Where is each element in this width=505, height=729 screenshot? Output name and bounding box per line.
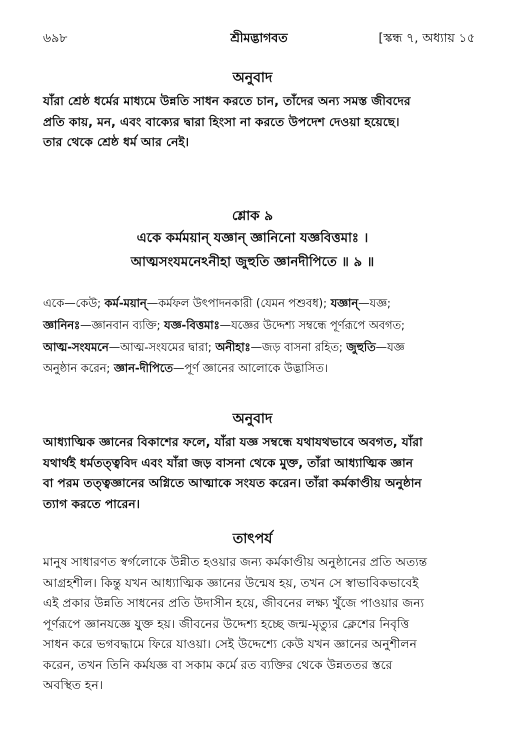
sanskrit-term: জুহুতি bbox=[346, 340, 376, 354]
text-line: আধ্যাত্মিক জ্ঞানের বিকাশের ফলে, যাঁরা যজ্ঞ সম্বন্ধে যথাযথভাবে অবগত, যাঁরা bbox=[43, 435, 423, 449]
sanskrit-term: জ্ঞান-দীপিতে bbox=[113, 361, 173, 375]
term-meaning: —যজ্ঞ bbox=[375, 340, 405, 354]
sanskrit-term: অনীহাঃ bbox=[215, 340, 251, 354]
text-line: সাধন করে ভগবদ্ধামে ফিরে যাওয়া। সেই উদ্দেশ্যে কেউ যখন জ্ঞানের অনুশীলন bbox=[43, 637, 417, 651]
purport-heading: তাৎপর্য bbox=[232, 531, 273, 547]
sanskrit-term: জ্ঞানিনঃ bbox=[43, 318, 81, 332]
page-header bbox=[43, 30, 475, 50]
synonym-line bbox=[43, 318, 483, 333]
sanskrit-term: কর্ম-ময়ান্ bbox=[104, 296, 147, 310]
text-line: বা পরম তত্ত্বজ্ঞানের অগ্নিতে আত্মাকে সংযত করেন। তাঁরা কর্মকাণ্ডীয় অনুষ্ঠান bbox=[43, 476, 422, 490]
text-line: যাঁরা শ্রেষ্ঠ ধর্মের মাধ্যমে উন্নতি সাধন করতে চান, তাঁদের অন্য সমস্ত জীবদের bbox=[43, 94, 411, 108]
text-line: প্রতি কায়, মন, এবং বাক্যের দ্বারা হিংসা না করতে উপদেশ দেওয়া হয়েছে। bbox=[43, 114, 400, 129]
term-meaning: —জ্ঞানবান ব্যক্তি; bbox=[80, 318, 165, 332]
text-line: আগ্রহশীল। কিন্তু যখন আধ্যাত্মিক জ্ঞানের উন্মেষ হয়, তখন সে স্বাভাবিকভাবেই bbox=[43, 575, 419, 590]
term-meaning: একে bbox=[43, 296, 65, 310]
term-meaning: —কেউ; bbox=[64, 296, 105, 310]
translation-paragraph bbox=[43, 432, 478, 514]
term-meaning: —আত্ম-সংযমের দ্বারা; bbox=[108, 340, 216, 354]
term-meaning: অনুষ্ঠান করেন; bbox=[43, 361, 114, 375]
text-line: করেন, তখন তিনি কর্মযজ্ঞ বা সকাম কর্মে রত ব্যক্তির থেকে উন্নততর স্তরে bbox=[43, 657, 393, 672]
text-line: যথার্থই ধর্মতত্ত্ববিদ এবং যাঁরা জড় বাসনা থেকে মুক্ত, তাঁরা আধ্যাত্মিক জ্ঞান bbox=[43, 455, 413, 470]
text-line: অবস্থিত হন। bbox=[43, 678, 103, 692]
page-number: ৬৯৮ bbox=[43, 30, 68, 45]
term-meaning: —যজ্ঞের উদ্দেশ্য সম্বন্ধে পূর্ণরূপে অবগত; bbox=[219, 318, 405, 332]
running-title: শ্রীমদ্ভাগবত bbox=[230, 30, 288, 45]
translation-heading: অনুবাদ bbox=[232, 70, 273, 86]
term-meaning: —কর্মফল উৎপাদনকারী (যেমন পশুবধ); bbox=[146, 296, 331, 310]
term-meaning: —যজ্ঞ; bbox=[358, 296, 391, 310]
text-line: মানুষ সাধারণত স্বর্গলোকে উন্নীত হওয়ার জন্য কর্মকাণ্ডীয় অনুষ্ঠানের প্রতি অত্যন্ত bbox=[43, 555, 428, 569]
verse-line: একে কর্মময়ান্ যজ্ঞান্ জ্ঞানিনো যজ্ঞবিত্তমাঃ । bbox=[136, 231, 369, 246]
verse-heading: শ্লোক ৯ bbox=[231, 208, 274, 224]
section-reference: [স্কন্ধ ৭, অধ্যায় ১৫ bbox=[378, 30, 475, 45]
synonym-line bbox=[43, 340, 483, 355]
synonym-line bbox=[43, 361, 483, 376]
text-line: ত্যাগ করতে পারেন। bbox=[43, 496, 140, 511]
text-line: তার থেকে শ্রেষ্ঠ ধর্ম আর নেই। bbox=[43, 135, 190, 149]
term-meaning: —পূর্ণ জ্ঞানের আলোকে উদ্ভাসিত। bbox=[172, 361, 328, 375]
translation-heading: অনুবাদ bbox=[232, 411, 273, 427]
sanskrit-term: যজ্ঞান্ bbox=[330, 296, 359, 310]
synonym-line bbox=[43, 296, 483, 311]
translation-paragraph bbox=[43, 91, 478, 153]
verse-line: আত্মসংযমনেঽনীহা জুহুতি জ্ঞানদীপিতে ॥ ৯ ॥ bbox=[130, 255, 375, 270]
term-meaning: —জড় বাসনা রহিত; bbox=[250, 340, 347, 354]
purport-paragraph bbox=[43, 552, 478, 696]
sanskrit-term: যজ্ঞ-বিত্তমাঃ bbox=[164, 318, 220, 332]
sanskrit-term: আত্ম-সংযমনে bbox=[43, 340, 109, 354]
text-line: এই প্রকার উন্নতি সাধনের প্রতি উদাসীন হয়ে, জীবনের লক্ষ্য খুঁজে পাওয়ার জন্য bbox=[43, 596, 425, 610]
text-line: পূর্ণরূপে জ্ঞানযজ্ঞে যুক্ত হয়। জীবনের উদ্দেশ্য হচ্ছে জন্ম-মৃত্যুর ক্লেশের নিবৃত্তি bbox=[43, 616, 410, 631]
